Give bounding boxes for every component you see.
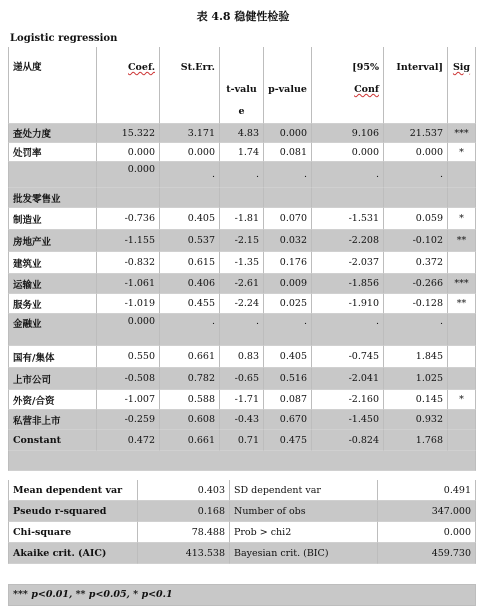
row-label: 处罚率 (8, 143, 97, 162)
cell-ci-upper: . (384, 162, 448, 188)
row-label: 批发零售业 (8, 188, 97, 208)
stat-value: 0.491 (378, 480, 476, 501)
cell-ci-upper: -0.128 (384, 294, 448, 314)
table-row (8, 430, 476, 451)
cell-t-value: -2.61 (220, 274, 264, 294)
cell-coef: -0.832 (97, 252, 160, 274)
table-row (8, 143, 476, 162)
cell-coef: 0.472 (97, 430, 160, 451)
cell-t-value (220, 188, 264, 208)
cell-ci-upper: 1.845 (384, 346, 448, 368)
cell-sig: ** (448, 230, 476, 252)
coefficient-table (8, 47, 476, 471)
cell-t-value: -0.43 (220, 410, 264, 430)
cell-st-err: 0.455 (160, 294, 220, 314)
significance-note: *** p<0.01, ** p<0.05, * p<0.1 (8, 584, 476, 606)
cell-p-value: 0.000 (264, 124, 312, 143)
row-label: 查处力度 (8, 124, 97, 143)
cell-ci-upper: 0.059 (384, 208, 448, 230)
table-row (8, 346, 476, 368)
header-coef: Coef. (97, 47, 160, 124)
table-row (8, 230, 476, 252)
stat-value: 459.730 (378, 543, 476, 564)
cell-ci-lower: 0.000 (312, 143, 384, 162)
cell-t-value: 0.71 (220, 430, 264, 451)
table-row (8, 390, 476, 410)
cell-t-value: -2.24 (220, 294, 264, 314)
header-t-value: t-valu e (220, 47, 264, 124)
stat-label: Bayesian crit. (BIC) (230, 543, 378, 564)
row-label: 制造业 (8, 208, 97, 230)
stat-label: Pseudo r-squared (8, 501, 138, 522)
model-name: Logistic regression (10, 33, 118, 44)
cell-p-value: 0.176 (264, 252, 312, 274)
cell-sig (448, 314, 476, 346)
cell-ci-upper (384, 188, 448, 208)
cell-p-value: 0.081 (264, 143, 312, 162)
cell-ci-lower: -0.745 (312, 346, 384, 368)
stat-value: 0.403 (138, 480, 230, 501)
cell-p-value: 0.070 (264, 208, 312, 230)
cell-coef: -0.508 (97, 368, 160, 390)
cell-ci-upper: -0.102 (384, 230, 448, 252)
spacer-cell (8, 451, 476, 471)
table-row (8, 314, 476, 346)
table-title: 表 4.8 稳健性检验 (196, 10, 290, 23)
stat-label: Mean dependent var (8, 480, 138, 501)
header-ci-lower: [95% Conf (312, 47, 384, 124)
stats-row (8, 501, 476, 522)
cell-p-value: . (264, 162, 312, 188)
cell-p-value: 0.405 (264, 346, 312, 368)
row-label: Constant (8, 430, 97, 451)
cell-coef: 0.000 (97, 314, 160, 346)
cell-st-err: 0.608 (160, 410, 220, 430)
stat-label: SD dependent var (230, 480, 378, 501)
stat-label: Number of obs (230, 501, 378, 522)
table-row (8, 124, 476, 143)
header-row (8, 47, 476, 124)
cell-t-value: -1.35 (220, 252, 264, 274)
cell-ci-lower: -1.450 (312, 410, 384, 430)
stat-label: Akaike crit. (AIC) (8, 543, 138, 564)
table-row (8, 274, 476, 294)
stats-row (8, 480, 476, 501)
cell-sig: ** (448, 294, 476, 314)
table-row (8, 294, 476, 314)
stat-value: 0.000 (378, 522, 476, 543)
cell-ci-upper: . (384, 314, 448, 346)
row-label: 运输业 (8, 274, 97, 294)
stat-value: 0.168 (138, 501, 230, 522)
cell-coef: -1.061 (97, 274, 160, 294)
cell-p-value: 0.670 (264, 410, 312, 430)
header-st-err: St.Err. (160, 47, 220, 124)
cell-p-value: 0.032 (264, 230, 312, 252)
cell-sig: * (448, 143, 476, 162)
cell-ci-upper: -0.266 (384, 274, 448, 294)
cell-st-err: 0.000 (160, 143, 220, 162)
cell-t-value: 1.74 (220, 143, 264, 162)
cell-coef: -1.155 (97, 230, 160, 252)
row-label: 建筑业 (8, 252, 97, 274)
cell-sig (448, 162, 476, 188)
table-spacer-row (8, 451, 476, 471)
cell-st-err: . (160, 162, 220, 188)
cell-st-err: 0.406 (160, 274, 220, 294)
cell-ci-lower: -2.208 (312, 230, 384, 252)
cell-ci-upper: 0.145 (384, 390, 448, 410)
cell-ci-lower: -0.824 (312, 430, 384, 451)
cell-coef: 15.322 (97, 124, 160, 143)
cell-t-value: . (220, 314, 264, 346)
table-row (8, 368, 476, 390)
cell-ci-lower: . (312, 162, 384, 188)
cell-sig (448, 188, 476, 208)
cell-p-value: 0.025 (264, 294, 312, 314)
cell-ci-lower: -2.037 (312, 252, 384, 274)
cell-coef: -1.007 (97, 390, 160, 410)
cell-st-err: 0.537 (160, 230, 220, 252)
cell-sig: * (448, 390, 476, 410)
cell-p-value: 0.475 (264, 430, 312, 451)
cell-t-value: -0.65 (220, 368, 264, 390)
row-label: 外资/合资 (8, 390, 97, 410)
cell-p-value: . (264, 314, 312, 346)
cell-sig (448, 368, 476, 390)
row-label: 房地产业 (8, 230, 97, 252)
cell-sig: *** (448, 274, 476, 294)
table-row (8, 252, 476, 274)
model-stats-table (8, 480, 476, 564)
cell-ci-upper: 0.000 (384, 143, 448, 162)
stat-value: 78.488 (138, 522, 230, 543)
cell-t-value: -2.15 (220, 230, 264, 252)
table-row (8, 188, 476, 208)
cell-st-err: 0.588 (160, 390, 220, 410)
cell-ci-lower: 9.106 (312, 124, 384, 143)
cell-sig: *** (448, 124, 476, 143)
cell-t-value: . (220, 162, 264, 188)
cell-p-value (264, 188, 312, 208)
cell-p-value: 0.009 (264, 274, 312, 294)
row-label: 金融业 (8, 314, 97, 346)
cell-st-err: 3.171 (160, 124, 220, 143)
stats-row (8, 522, 476, 543)
stat-label: Chi-square (8, 522, 138, 543)
cell-st-err: . (160, 314, 220, 346)
row-label (8, 162, 97, 188)
cell-st-err: 0.661 (160, 346, 220, 368)
stat-label: Prob > chi2 (230, 522, 378, 543)
cell-coef: -1.019 (97, 294, 160, 314)
cell-ci-upper: 0.372 (384, 252, 448, 274)
cell-coef: 0.000 (97, 162, 160, 188)
row-label: 国有/集体 (8, 346, 97, 368)
cell-t-value: 0.83 (220, 346, 264, 368)
cell-ci-upper: 1.025 (384, 368, 448, 390)
cell-sig (448, 410, 476, 430)
row-label: 上市公司 (8, 368, 97, 390)
cell-ci-lower (312, 188, 384, 208)
cell-p-value: 0.516 (264, 368, 312, 390)
stats-row (8, 543, 476, 564)
table-row (8, 410, 476, 430)
cell-sig (448, 346, 476, 368)
stat-value: 413.538 (138, 543, 230, 564)
cell-coef: -0.736 (97, 208, 160, 230)
header-p-value: p-value (264, 47, 312, 124)
header-sig: Sig (448, 47, 476, 124)
cell-sig: * (448, 208, 476, 230)
cell-st-err: 0.405 (160, 208, 220, 230)
cell-ci-upper: 1.768 (384, 430, 448, 451)
cell-sig (448, 430, 476, 451)
cell-ci-upper: 0.932 (384, 410, 448, 430)
cell-p-value: 0.087 (264, 390, 312, 410)
row-label: 私营非上市 (8, 410, 97, 430)
cell-ci-upper: 21.537 (384, 124, 448, 143)
cell-ci-lower: -2.160 (312, 390, 384, 410)
header-variable: 递从度 (8, 47, 97, 124)
cell-t-value: 4.83 (220, 124, 264, 143)
cell-t-value: -1.71 (220, 390, 264, 410)
cell-coef: -0.259 (97, 410, 160, 430)
cell-ci-lower: -1.910 (312, 294, 384, 314)
cell-st-err: 0.661 (160, 430, 220, 451)
header-interval: Interval] (384, 47, 448, 124)
cell-ci-lower: -2.041 (312, 368, 384, 390)
cell-coef: 0.550 (97, 346, 160, 368)
cell-st-err (160, 188, 220, 208)
cell-st-err: 0.615 (160, 252, 220, 274)
stat-value: 347.000 (378, 501, 476, 522)
cell-ci-lower: -1.856 (312, 274, 384, 294)
cell-coef: 0.000 (97, 143, 160, 162)
cell-st-err: 0.782 (160, 368, 220, 390)
table-row (8, 162, 476, 188)
table-row (8, 208, 476, 230)
cell-coef (97, 188, 160, 208)
cell-t-value: -1.81 (220, 208, 264, 230)
cell-sig (448, 252, 476, 274)
row-label: 服务业 (8, 294, 97, 314)
cell-ci-lower: -1.531 (312, 208, 384, 230)
cell-ci-lower: . (312, 314, 384, 346)
